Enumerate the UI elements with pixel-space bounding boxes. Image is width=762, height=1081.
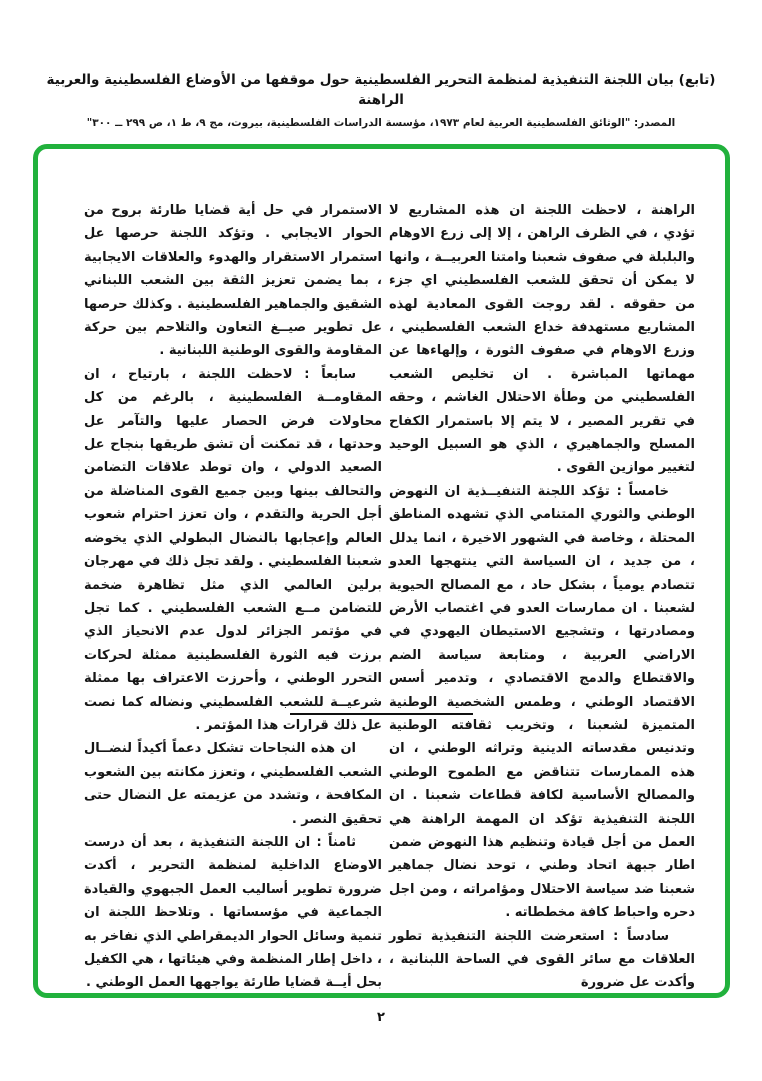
paragraph: الاستمرار في حل أية قضايا طارئة بروح من الحوار الايجابي . وتؤكد اللجنة حرصها عل استمرار الاستقرار والهدوء والعلاقات الايجابية ، بما يضمن تعزيز الثقة بين الشعب اللبناني الشقيق والجماهير الفلسطينية . وكذلك حرصها عل تطوير صيــغ التعاون والتلاحم بين حركة المقاومة والقوى الوطنية اللبنانية . <box>84 203 382 359</box>
source-citation: المصدر: "الوثائق الفلسطينية العربية لعام ١٩٧٣، مؤسسة الدراسات الفلسطينية، بيروت، مج ٩، ط ١، ص ٢٩٩ ــ ٣٠٠" <box>86 117 676 129</box>
page-title: (تابع) بيان اللجنة التنفيذية لمنظمة التحرير الفلسطينية حول موقفها من الأوضاع الفلسطينية والعربية الراهنة <box>46 72 716 108</box>
paragraph: ان هذه النجاحات تشكل دعماً أكيداً لنضــال الشعب الفلسطيني ، وتعزز مكانته بين الشعوب المكافحة ، وتشدد من عزيمته عل النضال حتى تحقيق النصر . <box>84 741 382 827</box>
text-column-right <box>389 199 695 995</box>
document-frame <box>33 144 730 998</box>
paragraph: الراهنة ، لاحظت اللجنة ان هذه المشاريع لا تؤدي ، في الظرف الراهن ، إلا إلى زرع الاوهام والبلبلة في صفوف شعبنا وامتنا العربيــة ، وانها لا يمكن أن تحقق للشعب الفلسطيني اي جزء من حقوقه . لقد روجت القوى المعادية لهذه المشاريع مستهدفة خداع الشعب الفلسطيني ، وزرع الاوهام في صفوف الثورة ، وإلهاءها عن مهماتها المباشرة . ان تخليص الشعب الفلسطيني من وطأة الاحتلال الغاشم ، وحقه في تقرير المصير ، لا يتم إلا باستمرار الكفاح المسلح والجماهيري ، الذي هو السبيل الوحيد لتغيير موازين القوى . <box>389 203 695 476</box>
page-number: ٢ <box>377 1010 385 1025</box>
paragraph: ثامناً : ان اللجنة التنفيذية ، بعد أن درست الاوضاع الداخلية لمنظمة التحرير ، أكدت ضرورة تطوير أساليب العمل الجبهوي والقيادة الجماعية في مؤسساتها . وتلاحظ اللجنة ان تنمية وسائل الحوار الديمقراطي الذي نفاخر به ، داخل إطار المنظمة وفي هيئاتها ، هي الكفيل بحل أيــة قضايا طارئة يواجهها العمل الوطني . <box>84 834 382 991</box>
paragraph: سادساً : استعرضت اللجنة التنفيذية تطور العلاقات مع سائر القوى في الساحة اللبنانية ، وأكدت عل ضرورة <box>389 928 695 991</box>
paragraph: خامساً : تؤكد اللجنة التنفيــذية ان النهوض الوطني والثوري المتنامي الذي تشهده المناطق المحتلة ، وخاصة في الشهور الاخيرة ، انما يدلل ، من جديد ، ان السياسة التي ينتهجها العدو تتصادم يومياً ، بشكل حاد ، مع المصالح الحيوية لشعبنا . ان ممارسات العدو في اغتصاب الأرض ومصادرتها ، وتشجيع الاستيطان اليهودي في الاراضي العربية ، ومتابعة سياسة الضم والاقتطاع والدمج الاقتصادي ، وتدمير أسس الاقتصاد الوطني ، وطمس الشخصية الوطنية المتميزة لشعبنا ، وتخريب ثقافته الوطنية وتدنيس مقدساته الدينية وتراثه الوطني ، ان هذه الممارسات تتناقض مع الطموح الوطني والمصالح الأساسية لكافة قطاعات شعبنا . ان اللجنة التنفيذية تؤكد ان المهمة الراهنة هي العمل من أجل قيادة وتنظيم هذا النهوض ضمن اطار جبهة اتحاد وطني ، توحد نضال جماهير شعبنا ضد سياسة الاحتلال ومؤامراته ، ومن اجل دحره واحباط كافة مخططاته . <box>389 483 695 921</box>
text-column-left <box>84 199 382 995</box>
end-of-text-divider <box>290 713 473 715</box>
paragraph: سابعاً : لاحظت اللجنة ، بارتياح ، ان المقاومــة الفلسطينية ، بالرغم من كل محاولات فرض الحصار عليها والتآمر عل وحدتها ، قد تمكنت أن تشق طريقها بنجاح عل الصعيد الدولي ، وان توطد علاقات التضامن والتحالف بينها وبين جميع القوى المناضلة من أجل الحرية والتقدم ، وان تعزز احترام شعوب العالم وإعجابها بالنضال البطولي الذي يخوضه شعبنا الفلسطيني . ولقد تجل ذلك في مهرجان برلين العالمي الذي مثل تظاهرة ضخمة للتضامن مــع الشعب الفلسطيني . كما تجل في مؤتمر الجزائر لدول عدم الانحياز الذي برزت فيه الثورة الفلسطينية ممثلة لحركات التحرر الوطني ، وأحرزت الاعتراف بها ممثلة شرعيــة للشعب الفلسطيني ونضاله كما نصت عل ذلك قرارات هذا المؤتمر . <box>84 366 382 733</box>
document-header <box>0 70 762 129</box>
